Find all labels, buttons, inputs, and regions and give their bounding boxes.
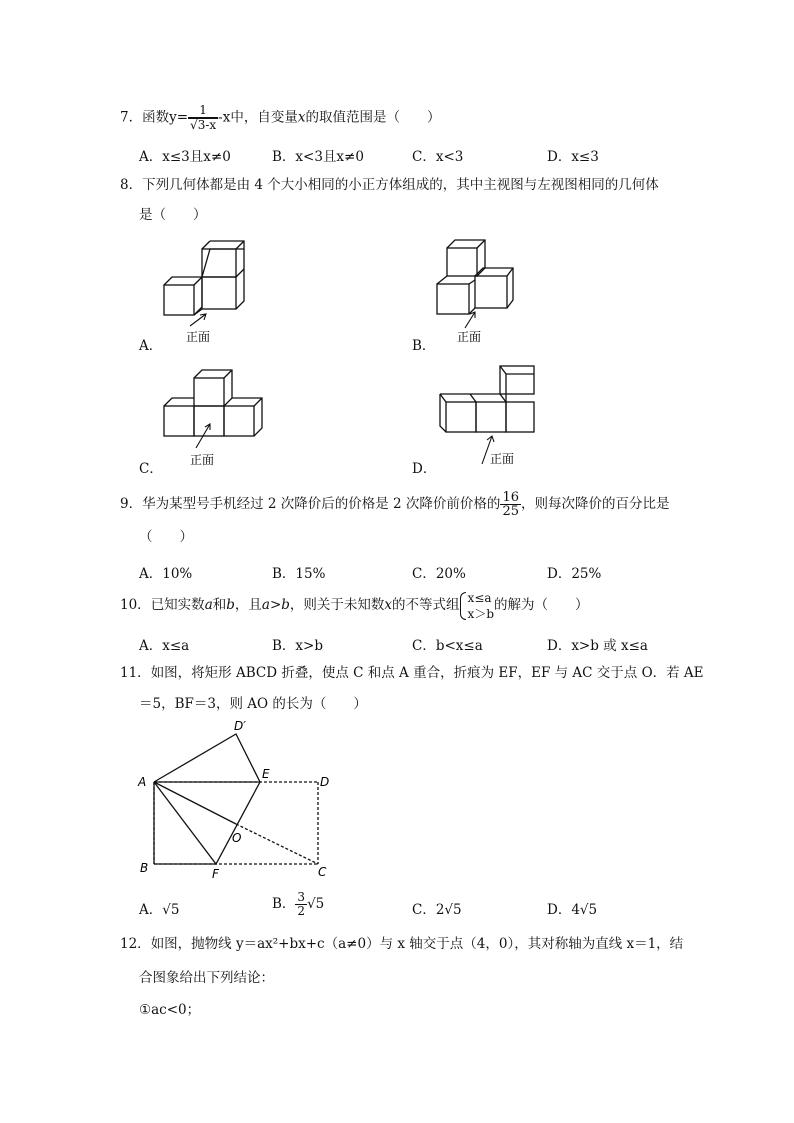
label-f: F (212, 867, 219, 881)
q9-option-a[interactable]: A．10% (139, 566, 193, 582)
q11-option-a[interactable]: A．√5 (139, 902, 180, 918)
front-arrow (190, 314, 206, 326)
q7-option-b[interactable]: B．x<3且x≠0 (272, 149, 364, 165)
label-e: E (262, 767, 270, 781)
q11-option-b[interactable]: B． $\frac{3}{2}$ √5 (272, 890, 325, 918)
q10-option-b[interactable]: B．x>b (272, 638, 323, 654)
front-label: 正面 (190, 453, 215, 467)
q12-conclusion-1: ①ac<0； (139, 1002, 201, 1018)
q9-option-b[interactable]: B．15% (272, 566, 326, 582)
q8-figure-c (158, 366, 268, 470)
q10-inequality-system: x≤a x＞b (460, 590, 494, 622)
q11-stem-line2: ＝5，BF＝3，则 AO 的长为（ ） (139, 696, 367, 712)
label-d-prime: D′ (234, 719, 246, 733)
label-d: D (320, 775, 330, 789)
front-label: 正面 (490, 452, 515, 466)
front-label: 正面 (457, 330, 482, 344)
label-o: O (232, 831, 242, 845)
q9-option-c[interactable]: C．20% (412, 566, 466, 582)
q10-option-d[interactable]: D．x>b 或 x≤a (547, 638, 648, 654)
q11-option-c[interactable]: C．2√5 (412, 902, 462, 918)
q9-paren: （ ） (139, 529, 193, 545)
q11-option-d[interactable]: D．4√5 (547, 902, 598, 918)
q7-fraction: $\frac{1}{√3-x}$ (190, 103, 217, 132)
q8-figure-b (433, 238, 533, 348)
q9-stem: 9．华为某型号手机经过 2 次降价后的价格是 2 次降价前价格的 $\frac{16}{25}$ ，则每次降价的百分比是 (120, 490, 670, 519)
q9-fraction: $\frac{16}{25}$ (502, 490, 519, 519)
q10-option-a[interactable]: A．x≤a (139, 638, 190, 654)
q10-stem: 10．已知实数a和b，且a>b，则关于未知数x的不等式组 x≤a x＞b 的解为（ ） (120, 590, 589, 621)
front-label: 正面 (186, 330, 211, 344)
label-b: B (140, 861, 149, 875)
q7-option-c[interactable]: C．x<3 (412, 149, 464, 165)
q8-figure-a (160, 240, 260, 350)
label-c: C (318, 865, 327, 879)
q8-option-b[interactable]: B． (412, 338, 436, 354)
q8-option-c[interactable]: C． (139, 461, 163, 477)
q12-stem-line1: 12．如图，抛物线 y＝ax²+bx+c（a≠0）与 x 轴交于点（4，0），其对称轴为直线 x＝1，结 (120, 936, 684, 952)
q7-option-a[interactable]: A．x≤3且x≠0 (139, 149, 231, 165)
q7-option-d[interactable]: D．x≤3 (547, 149, 599, 165)
q8-stem-line2: 是（ ） (139, 207, 207, 223)
q11-stem-line1: 11．如图，将矩形 ABCD 折叠，使点 C 和点 A 重合，折痕为 EF，EF 与 AC 交于点 O．若 AE (120, 665, 704, 681)
q11-figure (132, 718, 342, 884)
label-a: A (138, 775, 147, 789)
q8-option-a[interactable]: A． (139, 338, 163, 354)
q8-figure-d (436, 364, 548, 470)
q9-option-d[interactable]: D．25% (547, 566, 602, 582)
q12-stem-line2: 合图象给出下列结论： (139, 970, 274, 986)
q7-stem: 7．函数y= $\frac{1}{√3-x}$ -x中，自变量x的取值范围是（ ） (120, 103, 441, 132)
q8-stem-line1: 8．下列几何体都是由 4 个大小相同的小正方体组成的，其中主视图与左视图相同的几何体 (120, 177, 659, 193)
cube-face (164, 285, 194, 315)
q10-option-c[interactable]: C．b<x≤a (412, 638, 483, 654)
q11-optb-fraction: $\frac{3}{2}$ (297, 890, 306, 918)
q8-option-d[interactable]: D． (412, 461, 437, 477)
